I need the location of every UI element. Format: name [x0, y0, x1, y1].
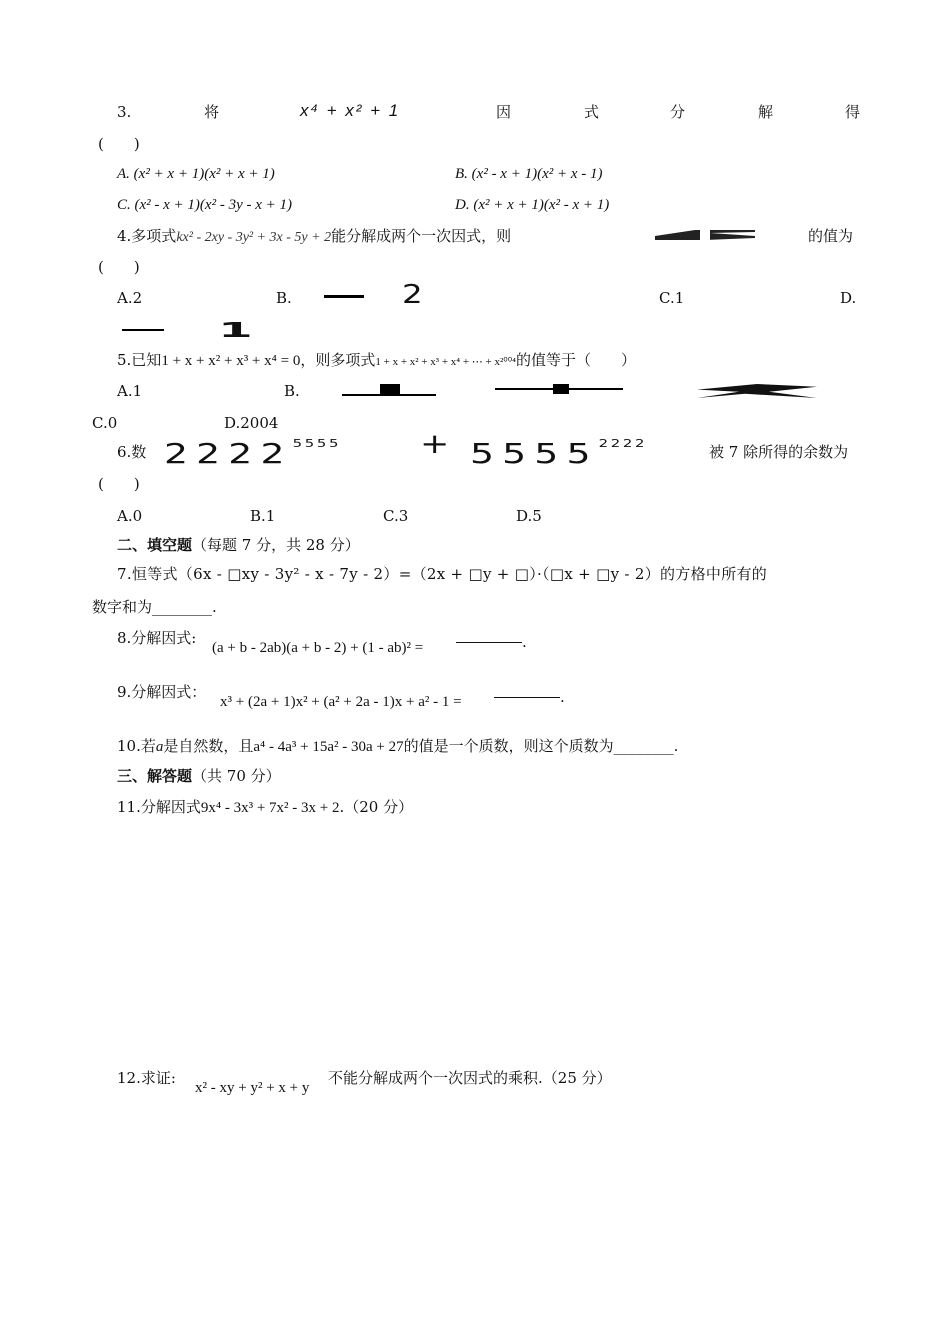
q3-char-2: 因 [496, 103, 512, 121]
q6-option-c: C.3 [383, 507, 409, 525]
q4-option-c: C.1 [659, 289, 685, 307]
q3-char-4: 分 [670, 103, 686, 121]
q4-option-d: D. [840, 289, 857, 307]
q3-option-c: C. (x² - x + 1)(x² - 3y - x + 1) [117, 197, 292, 213]
q5-label: 5.已知 [117, 351, 162, 369]
q4-expression: kx² - 2xy - 3y² + 3x - 5y + 2 [176, 230, 332, 245]
q4-glitched-k [655, 230, 755, 240]
q5-option-c: C.0 [92, 414, 118, 432]
q6-plus: + [420, 427, 457, 460]
q5-option-b: B. [284, 382, 300, 400]
q10-var: a [155, 739, 164, 755]
q10-expression: a⁴ - 4a³ + 15a² - 30a + 27 [253, 739, 404, 755]
q4-text-pre [117, 226, 511, 248]
q6-base-2-value: 5555 [470, 437, 599, 470]
section-2-note: （每题 7 分，共 28 分） [192, 536, 360, 554]
q5-line [117, 350, 636, 372]
q5-text-post: 的值等于（ ） [515, 351, 636, 369]
q6-exp-2: 2222 [598, 437, 648, 450]
q9-expression: x³ + (2a + 1)x² + (a² + 2a - 1)x + a² - 1 = [220, 694, 462, 710]
q4-option-a: A.2 [117, 289, 143, 307]
q6-base-1-value: 2222 [164, 437, 293, 470]
q4-option-b-minus [324, 295, 364, 298]
q6-base-2 [470, 434, 648, 470]
section-2-heading [117, 535, 360, 555]
q5-glitched-x [697, 384, 817, 398]
q5-option-a: A.1 [117, 382, 143, 400]
q6-option-b: B.1 [250, 507, 276, 525]
q3-answer-paren: ( ) [98, 135, 140, 153]
q3-char-1: 将 [204, 103, 220, 121]
q6-exp-1: 5555 [292, 437, 342, 450]
section-2-title: 二、填空题 [117, 536, 193, 554]
q9-answer-blank[interactable] [494, 683, 560, 698]
q3-option-b: B. (x² - x + 1)(x² + x - 1) [455, 166, 603, 182]
q9-label: 9.分解因式： [117, 683, 207, 701]
q4-text-post: 能分解成两个一次因式，则 [331, 227, 512, 245]
q4-answer-paren: ( ) [98, 258, 140, 276]
q6-option-d: D.5 [516, 507, 542, 525]
q5-option-b-block [380, 384, 400, 396]
q10-label: 10.若 [117, 737, 156, 755]
q4-option-d-minus [122, 329, 164, 331]
q4-tail: 的值为 [808, 227, 854, 245]
q6-label: 6.数 [117, 443, 147, 461]
section-3-note: （共 70 分） [192, 767, 281, 785]
q12-text-post: 不能分解成两个一次因式的乘积.（25 分） [328, 1069, 612, 1087]
q6-base-1 [164, 434, 342, 470]
q8-label: 8.分解因式: [117, 629, 197, 647]
q11-text-post: .（20 分） [339, 798, 414, 816]
q7-line-1: 7.恒等式（6x - □xy - 3y² - x - 7y - 2）=（2x + □y + □）·（□x + □y - 2）的方格中所有的 [117, 565, 768, 583]
q3-option-d: D. (x² + x + 1)(x² - x + 1) [455, 197, 610, 213]
section-3-heading [117, 766, 281, 786]
q5-polynomial: 1 + x + x² + x³ + x⁴ + ⋯ + x²⁰⁰⁴ [375, 356, 516, 368]
q10-text-mid: 是自然数，且 [163, 737, 254, 755]
q5-text-mid: ，则多项式 [300, 351, 376, 369]
q8-period: . [522, 633, 527, 651]
q3-number: 3. [117, 103, 132, 121]
q3-char-6: 得 [845, 103, 861, 121]
q10-line [117, 736, 678, 757]
q9-period: . [560, 688, 565, 706]
q5-option-d: D.2004 [224, 414, 279, 432]
q10-text-post: 的值是一个质数，则这个质数为________. [403, 737, 679, 755]
q8-expression: (a + b - 2ab)(a + b - 2) + (1 - ab)² = [212, 640, 424, 656]
q12-label: 12.求证: [117, 1069, 176, 1087]
q6-expression-2 [470, 434, 648, 470]
q3-char-5: 解 [758, 103, 774, 121]
q6-option-a: A.0 [117, 507, 143, 525]
q6-expression [164, 434, 342, 470]
q11-expression: 9x⁴ - 3x³ + 7x² - 3x + 2 [200, 800, 340, 816]
q6-text-post: 被 7 除所得的余数为 [709, 443, 849, 461]
q3-option-a: A. (x² + x + 1)(x² + x + 1) [117, 166, 275, 182]
q4-option-b: B. [276, 289, 292, 307]
q3-char-3: 式 [584, 103, 600, 121]
q7-line-2: 数字和为________. [92, 598, 217, 616]
q12-expression: x² - xy + y² + x + y [195, 1080, 310, 1096]
q3-expression: x⁴ + x² + 1 [300, 101, 401, 120]
q5-glitch-block [553, 384, 569, 394]
q4-label: 4.多项式 [117, 227, 177, 245]
q11-line [117, 797, 413, 818]
q6-answer-paren: ( ) [98, 475, 140, 493]
q8-answer-blank[interactable] [456, 628, 522, 643]
q11-label: 11.分解因式 [117, 798, 201, 816]
q4-option-d-value: 1 [218, 318, 253, 342]
q5-condition: 1 + x + x² + x³ + x⁴ = 0 [161, 353, 301, 369]
q4-option-b-value: 2 [402, 280, 431, 310]
section-3-title: 三、解答题 [117, 767, 193, 785]
